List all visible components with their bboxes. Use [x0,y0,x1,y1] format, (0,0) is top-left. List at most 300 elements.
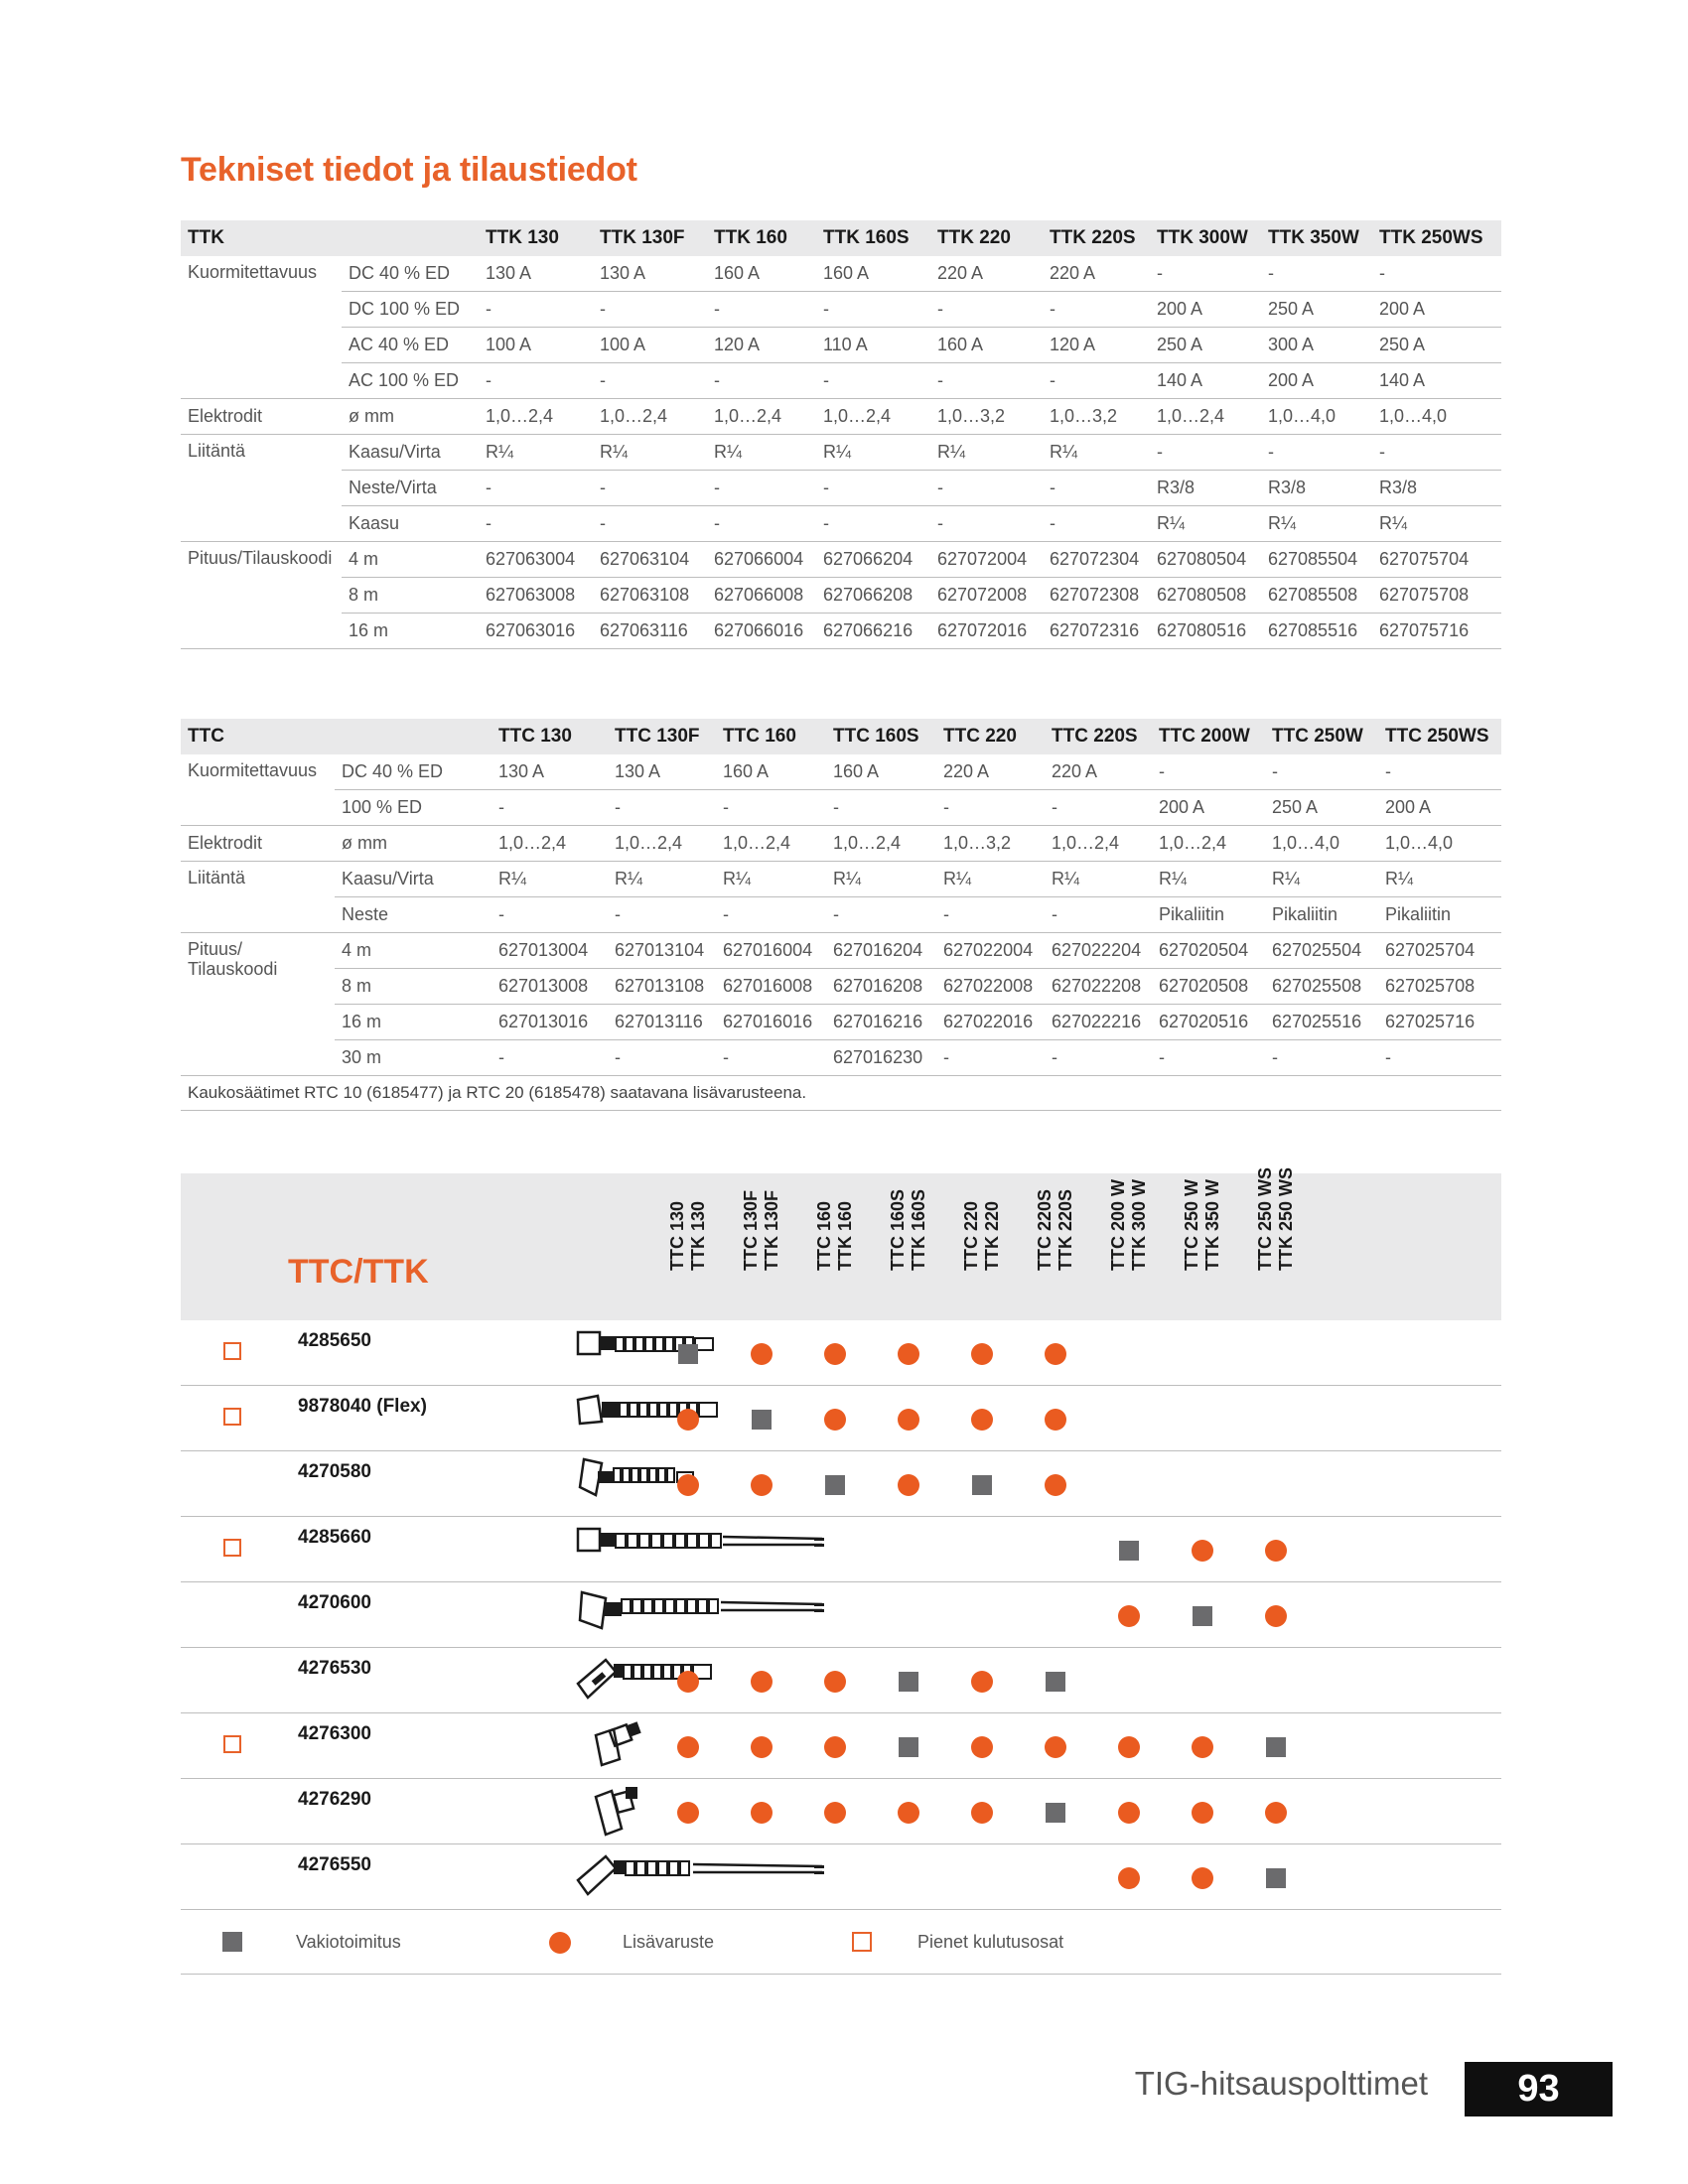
table-cell: - [1150,256,1261,292]
table-cell: R¼ [936,862,1045,897]
part-code: 4285650 [298,1330,371,1351]
table-cell: 627025504 [1265,933,1378,969]
matrix-cell [945,1451,1019,1516]
standard-square-icon [1046,1803,1065,1823]
table-cell: - [816,506,930,542]
torch-head-icon [576,1523,834,1564]
table-cell: 627025704 [1378,933,1501,969]
column-model-label: TTK 300 W [1129,1178,1149,1271]
accessory-dot-icon [677,1671,699,1693]
standard-square-icon [1046,1672,1065,1692]
ttk-col-header: TTK 160 [707,220,816,256]
table-cell: 160 A [816,256,930,292]
ttk-col-header: TTK 250WS [1372,220,1501,256]
table-cell: - [930,363,1043,399]
matrix-cell [1166,1517,1239,1581]
ttk-col-header [342,220,479,256]
page-number: 93 [1465,2062,1613,2116]
table-cell: - [593,292,707,328]
accessory-dot-icon [898,1474,919,1496]
standard-square-icon [825,1475,845,1495]
table-cell: 627063016 [479,614,593,649]
table-cell: R¼ [1261,506,1372,542]
standard-square-icon [1266,1737,1286,1757]
table-cell: 627020516 [1152,1005,1265,1040]
row-label: Kaasu/Virta [342,435,479,471]
part-code: 4285660 [298,1527,371,1548]
matrix-cell [725,1648,798,1712]
accessory-dot-icon [751,1671,773,1693]
table-cell: 100 A [479,328,593,363]
row-label: DC 40 % ED [335,754,492,790]
matrix-row [181,1320,1501,1386]
table-cell: 250 A [1265,790,1378,826]
standard-square-icon [899,1737,918,1757]
column-model-label: TTK 160S [909,1188,928,1271]
table-cell: - [936,897,1045,933]
matrix-row [181,1713,1501,1779]
standard-square-icon [1266,1868,1286,1888]
matrix-row [181,1517,1501,1582]
table-cell: R¼ [707,435,816,471]
legend-standard-label: Vakiotoimitus [296,1932,401,1952]
table-row [181,578,1501,614]
table-cell: 250 A [1372,328,1501,363]
table-row [181,790,1501,826]
table-cell: 627025716 [1378,1005,1501,1040]
table-cell: - [608,897,716,933]
table-cell: 200 A [1261,363,1372,399]
row-label: 16 m [342,614,479,649]
table-cell: - [1378,1040,1501,1076]
column-model-label: TTC 250 WS [1255,1166,1275,1271]
matrix-cell [798,1386,872,1450]
table-cell: 627022216 [1045,1005,1152,1040]
matrix-row [181,1386,1501,1451]
table-cell: 627072004 [930,542,1043,578]
table-cell: 1,0…4,0 [1261,399,1372,435]
ttc-body [181,754,1501,1111]
accessory-dot-icon [971,1802,993,1824]
ttk-col-header: TTK 220 [930,220,1043,256]
table-cell: 140 A [1372,363,1501,399]
ttc-col-header: TTC 200W [1152,719,1265,754]
table-cell: 200 A [1150,292,1261,328]
table-cell: - [930,506,1043,542]
matrix-cell [945,1779,1019,1843]
table-cell: R¼ [930,435,1043,471]
table-cell: - [816,471,930,506]
table-cell: R¼ [1265,862,1378,897]
row-label: AC 100 % ED [342,363,479,399]
table-cell: - [716,897,826,933]
column-model-label: TTC 220 [961,1200,981,1271]
wear-part-box-icon [223,1342,241,1360]
accessory-dot-icon [677,1409,699,1431]
table-cell: 627013104 [608,933,716,969]
table-cell: 110 A [816,328,930,363]
table-cell: - [479,506,593,542]
accessory-dot-icon [1045,1474,1066,1496]
table-cell: 627016216 [826,1005,936,1040]
matrix-cell [1239,1844,1313,1909]
table-cell: 627016204 [826,933,936,969]
table-cell: - [479,292,593,328]
table-cell: - [826,897,936,933]
table-cell: 627016008 [716,969,826,1005]
table-cell: - [826,790,936,826]
table-cell: 627066016 [707,614,816,649]
column-model-label: TTC 250 W [1182,1178,1201,1271]
row-label: Kaasu/Virta [335,862,492,897]
matrix-column-header [1019,1173,1092,1320]
table-cell: R¼ [1150,506,1261,542]
matrix-cell [872,1386,945,1450]
matrix-column-header [1239,1166,1313,1320]
table-cell: - [593,363,707,399]
table-cell: 220 A [1043,256,1150,292]
table-cell: 1,0…4,0 [1378,826,1501,862]
table-cell: - [1045,790,1152,826]
table-cell: - [930,471,1043,506]
matrix-cell [945,1648,1019,1712]
row-label: 16 m [335,1005,492,1040]
ttk-col-header: TTK [181,220,342,256]
table-cell: 160 A [930,328,1043,363]
table-cell: 200 A [1378,790,1501,826]
standard-square-icon [1193,1606,1212,1626]
accessory-dot-icon [1045,1343,1066,1365]
table-row [181,328,1501,363]
accessory-dot-icon [549,1932,571,1954]
table-cell: - [707,363,816,399]
table-cell: 1,0…4,0 [1265,826,1378,862]
matrix-cell [1092,1779,1166,1843]
matrix-cell [872,1451,945,1516]
table-cell: - [707,506,816,542]
ttk-col-header: TTK 130 [479,220,593,256]
table-cell: 627013016 [492,1005,608,1040]
matrix-cell [798,1451,872,1516]
table-row [181,969,1501,1005]
column-model-label: TTK 250 WS [1276,1166,1296,1271]
table-cell: R¼ [1045,862,1152,897]
table-cell: - [1261,435,1372,471]
table-note: Kaukosäätimet RTC 10 (6185477) ja RTC 20 (6185478) saatavana lisävarusteena. [181,1076,1501,1111]
matrix-cell [1019,1779,1092,1843]
matrix-cell [1239,1713,1313,1778]
ttk-body [181,256,1501,649]
accessory-dot-icon [1118,1736,1140,1758]
matrix-cell [1019,1451,1092,1516]
table-cell: 627075704 [1372,542,1501,578]
table-cell: 120 A [1043,328,1150,363]
table-cell: 627075708 [1372,578,1501,614]
matrix-row [181,1451,1501,1517]
table-cell: 627020504 [1152,933,1265,969]
table-row [181,506,1501,542]
matrix-cell [1019,1648,1092,1712]
table-cell: R¼ [1152,862,1265,897]
accessory-dot-icon [824,1802,846,1824]
table-cell: 1,0…2,4 [707,399,816,435]
table-cell: - [930,292,1043,328]
table-cell: - [492,790,608,826]
row-group-label: Kuormitettavuus [181,256,342,399]
accessory-dot-icon [751,1343,773,1365]
table-cell: R3/8 [1150,471,1261,506]
column-model-label: TTC 220S [1035,1188,1055,1271]
table-cell: - [707,471,816,506]
table-cell: R¼ [826,862,936,897]
table-cell: R¼ [1372,506,1501,542]
page-title: Tekniset tiedot ja tilaustiedot [181,151,637,189]
accessory-dot-icon [971,1671,993,1693]
matrix-cell [651,1648,725,1712]
matrix-column-header [945,1173,1019,1320]
table-cell: R¼ [716,862,826,897]
table-cell: 1,0…4,0 [1372,399,1501,435]
table-cell: - [1378,754,1501,790]
table-cell: - [593,506,707,542]
part-code: 4276530 [298,1658,371,1679]
matrix-cell [945,1713,1019,1778]
accessory-dot-icon [1118,1867,1140,1889]
table-cell: - [1045,1040,1152,1076]
accessory-dot-icon [824,1671,846,1693]
row-group-label: Elektrodit [181,399,342,435]
table-cell: - [1043,363,1150,399]
table-cell: 140 A [1150,363,1261,399]
row-label: 100 % ED [335,790,492,826]
table-cell: - [479,471,593,506]
table-cell: 627066216 [816,614,930,649]
matrix-cell [1166,1713,1239,1778]
wear-part-box-icon [223,1735,241,1753]
ttc-col-header: TTC 130 [492,719,608,754]
table-cell: 627066208 [816,578,930,614]
table-cell: R¼ [608,862,716,897]
table-cell: - [1265,1040,1378,1076]
table-cell: 627072008 [930,578,1043,614]
row-label: 8 m [342,578,479,614]
table-cell: R¼ [816,435,930,471]
table-row [181,614,1501,649]
accessory-dot-icon [1045,1409,1066,1431]
column-model-label: TTK 220S [1055,1188,1075,1271]
matrix-cell [872,1779,945,1843]
matrix-cell [725,1713,798,1778]
table-cell: 627063008 [479,578,593,614]
row-group-label: Liitäntä [181,435,342,542]
table-cell: Pikaliitin [1378,897,1501,933]
table-cell: 627013004 [492,933,608,969]
row-label: Neste [335,897,492,933]
ttc-col-header: TTC 160 [716,719,826,754]
column-model-label: TTC 130F [741,1189,761,1271]
compatibility-matrix [181,1166,1501,1975]
matrix-cell [1019,1320,1092,1385]
matrix-cell [651,1320,725,1385]
row-label: 4 m [342,542,479,578]
matrix-cell [651,1451,725,1516]
table-cell: 627016230 [826,1040,936,1076]
table-cell: 627013108 [608,969,716,1005]
table-cell: - [1043,292,1150,328]
wear-part-box-icon [223,1539,241,1557]
row-label: ø mm [342,399,479,435]
table-cell: 250 A [1150,328,1261,363]
accessory-dot-icon [751,1802,773,1824]
row-group-label: Kuormitettavuus [181,754,335,826]
table-cell: 627085504 [1261,542,1372,578]
matrix-cell [1092,1582,1166,1647]
matrix-column-header [872,1173,945,1320]
table-cell: 627066008 [707,578,816,614]
standard-square-icon [678,1344,698,1364]
table-cell: 200 A [1372,292,1501,328]
table-cell: 160 A [826,754,936,790]
matrix-cell [725,1320,798,1385]
matrix-cell [798,1648,872,1712]
matrix-cell [1092,1517,1166,1581]
table-cell: - [1265,754,1378,790]
ttk-col-header: TTK 300W [1150,220,1261,256]
standard-square-icon [972,1475,992,1495]
table-cell: 1,0…2,4 [492,826,608,862]
ttc-col-header: TTC 250W [1265,719,1378,754]
table-cell: 1,0…2,4 [716,826,826,862]
table-cell: 627080516 [1150,614,1261,649]
table-row [181,1005,1501,1040]
standard-square-icon [899,1672,918,1692]
matrix-cell [725,1386,798,1450]
table-row [181,542,1501,578]
table-row [181,435,1501,471]
table-cell: 627075716 [1372,614,1501,649]
row-label: 8 m [335,969,492,1005]
row-group-label: Liitäntä [181,862,335,933]
ttc-col-header: TTC 220S [1045,719,1152,754]
table-cell: 220 A [936,754,1045,790]
matrix-cell [945,1386,1019,1450]
ttc-col-header: TTC [181,719,335,754]
accessory-dot-icon [677,1802,699,1824]
table-cell: 627022008 [936,969,1045,1005]
standard-square-icon [1119,1541,1139,1561]
accessory-dot-icon [1265,1605,1287,1627]
accessory-dot-icon [824,1736,846,1758]
ttc-col-header: TTC 130F [608,719,716,754]
matrix-row [181,1648,1501,1713]
table-cell: 300 A [1261,328,1372,363]
table-cell: R¼ [492,862,608,897]
column-model-label: TTK 160 [835,1200,855,1271]
column-model-label: TTC 130 [667,1200,687,1271]
table-row [181,897,1501,933]
matrix-cell [1166,1844,1239,1909]
table-cell: 627080504 [1150,542,1261,578]
matrix-cell [1019,1713,1092,1778]
table-cell: - [936,790,1045,826]
table-cell: 220 A [930,256,1043,292]
accessory-dot-icon [1118,1802,1140,1824]
accessory-dot-icon [677,1474,699,1496]
standard-square-icon [222,1932,242,1952]
row-label: 30 m [335,1040,492,1076]
accessory-dot-icon [898,1409,919,1431]
ttk-spec-table [181,220,1501,649]
table-cell: - [608,1040,716,1076]
matrix-cell [798,1320,872,1385]
table-cell: 200 A [1152,790,1265,826]
part-code: 4276550 [298,1854,371,1875]
table-cell: - [716,1040,826,1076]
table-cell: 627063104 [593,542,707,578]
table-cell: 130 A [593,256,707,292]
table-cell: Pikaliitin [1265,897,1378,933]
part-code: 4276300 [298,1723,371,1744]
wear-part-box-icon [223,1408,241,1426]
matrix-column-header [725,1173,798,1320]
table-cell: 627025508 [1265,969,1378,1005]
table-row [181,933,1501,969]
table-cell: 1,0…2,4 [1045,826,1152,862]
column-model-label: TTK 350 W [1202,1178,1222,1271]
table-cell: 627022208 [1045,969,1152,1005]
table-cell: 627022004 [936,933,1045,969]
table-cell: - [593,471,707,506]
accessory-dot-icon [1118,1605,1140,1627]
section-label: TIG-hitsauspolttimet [1134,2065,1428,2102]
accessory-dot-icon [1192,1736,1213,1758]
matrix-cell [725,1451,798,1516]
table-cell: 100 A [593,328,707,363]
torch-head-icon [576,1850,834,1905]
matrix-cell [872,1713,945,1778]
table-row [181,363,1501,399]
torch-head-icon [576,1588,834,1637]
matrix-header [181,1166,1501,1320]
table-cell: 1,0…2,4 [479,399,593,435]
table-cell: 1,0…2,4 [593,399,707,435]
table-cell: - [492,897,608,933]
standard-square-icon [752,1410,772,1430]
accessory-dot-icon [898,1802,919,1824]
table-cell: R¼ [1378,862,1501,897]
table-cell: 627025516 [1265,1005,1378,1040]
accessory-dot-icon [1192,1540,1213,1562]
table-row [181,754,1501,790]
matrix-cell [1166,1779,1239,1843]
accessory-dot-icon [751,1474,773,1496]
matrix-row [181,1844,1501,1910]
row-label: ø mm [335,826,492,862]
table-cell: R¼ [479,435,593,471]
matrix-column-header [651,1173,725,1320]
table-cell: - [716,790,826,826]
accessory-dot-icon [898,1343,919,1365]
matrix-cell [945,1320,1019,1385]
row-label: DC 40 % ED [342,256,479,292]
accessory-dot-icon [971,1736,993,1758]
table-cell: 1,0…3,2 [1043,399,1150,435]
table-cell: - [1261,256,1372,292]
table-cell: 627013116 [608,1005,716,1040]
matrix-title: TTC/TTK [288,1253,429,1291]
table-cell: 627072304 [1043,542,1150,578]
table-cell: 120 A [707,328,816,363]
